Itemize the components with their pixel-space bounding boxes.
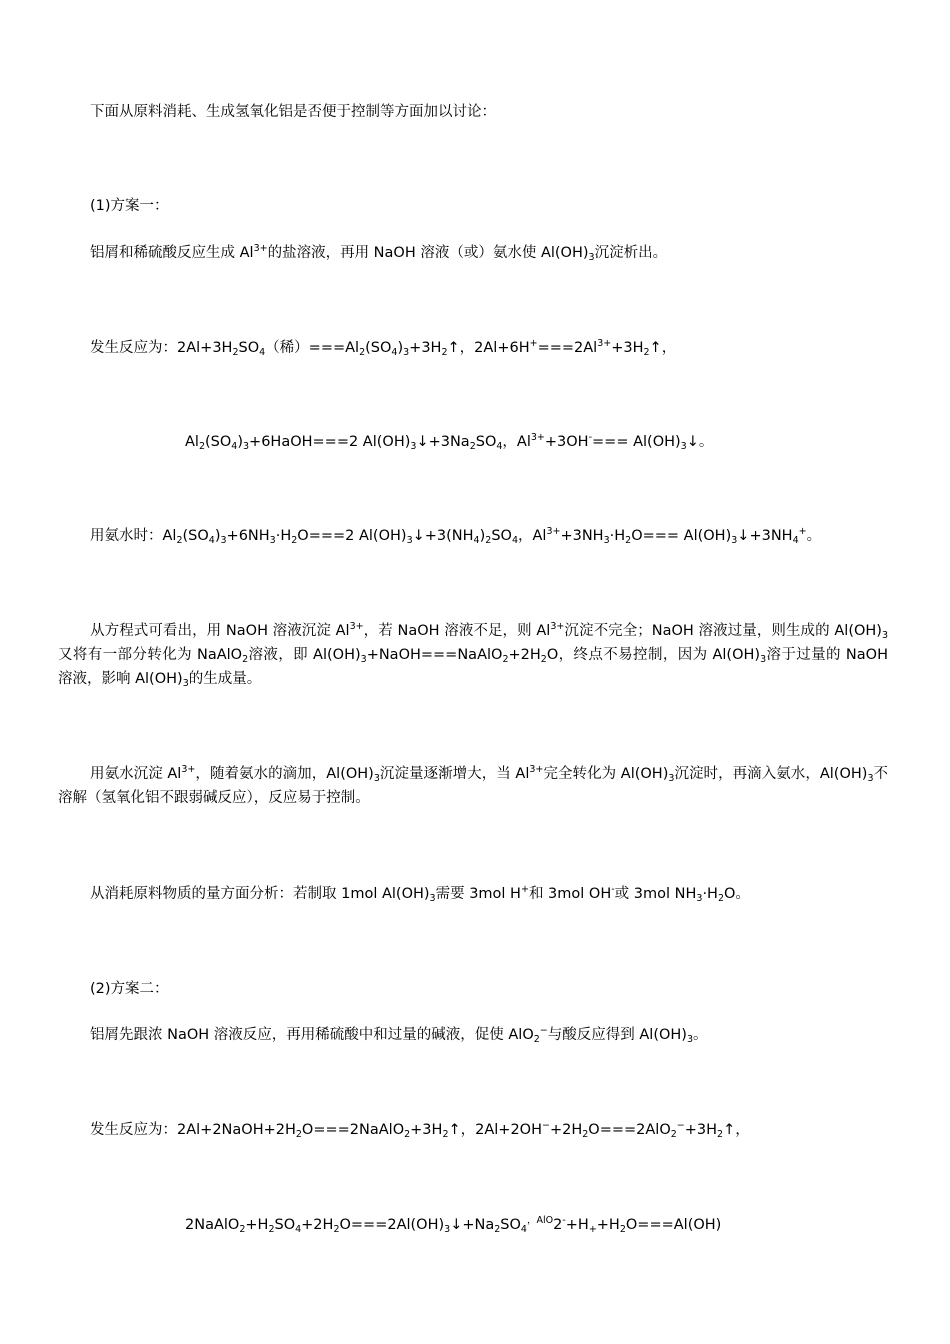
plan2-title: (2)方案二： — [90, 981, 169, 997]
plan2-reaction-b: $2NaAlO_2+H_2SO_4+2H_2O===2Al(OH)_3↓+Na_2SO_4^{,AlO}2^-+H_++H_2O===Al(OH)$ — [185, 1215, 722, 1235]
plan1-title: (1)方案一： — [90, 198, 169, 214]
plan1-reaction-b: $Al_2(SO_4)_3+6HaOH===2$ $Al(OH)_3↓+3Na_2SO_4$，$Al^{3+}+3OH^-===$ $Al(OH)_3↓$。 — [185, 432, 714, 452]
plan2-reaction-a: 发生反应为：$2Al+2NaOH+2H_2O===2NaAlO_2+3H_2↑$，$2Al+2OH^-+2H_2O===2AlO_2^-+3H_2↑$， — [90, 1120, 750, 1140]
plan1-ammonia-analysis: 用氨水沉淀 $Al^{3+}$，随着氨水的滴加，$Al(OH)_3$沉淀量逐渐增大，当 $Al^{3+}$完全转化为 $Al(OH)_3$沉淀时，再滴入氨水，$Al(OH)_3$不溶解（氢氧化铝不跟弱碱反应），反应易于控制。 — [58, 764, 889, 806]
plan1-reaction-a: 发生反应为：$2Al+3H_2SO_4$（稀）$===Al_2(SO_4)_3+3H_2↑$，$2Al+6H^+===2Al^{3+}+3H_2↑$， — [90, 338, 677, 358]
intro-line: 下面从原料消耗、生成氢氧化铝是否便于控制等方面加以讨论： — [90, 104, 496, 120]
plan1-naoh-analysis: 从方程式可看出，用 NaOH 溶液沉淀 $Al^{3+}$，若 NaOH 溶液不足，则 $Al^{3+}$沉淀不完全；NaOH 溶液过量，则生成的 $Al(OH)_3$又将有一部分转化为 NaAlO$_2$溶液，即 $Al(OH)_3+NaOH===NaAlO_2+2H_2O$，终点不易控制，因为 $Al(OH)_3$溶于过量的 NaOH 溶液，影响 $Al(OH)_3$的生成量。 — [58, 621, 888, 689]
plan1-description: 铝屑和稀硫酸反应生成 $Al^{3+}$的盐溶液，再用 NaOH 溶液（或）氨水使 $Al(OH)_3$沉淀析出。 — [90, 243, 668, 263]
plan1-ammonia-reaction: 用氨水时：$Al_2(SO_4)_3+6NH_3\cdot H_2O===2$ $Al(OH)_3↓+3(NH_4)_2SO_4$，$Al^{3+}+3NH_3\cdot H_2O===$ $Al(OH)_3↓+3NH_4^+$。 — [90, 526, 822, 546]
plan1-consumption-analysis: 从消耗原料物质的量方面分析：若制取 1mol $Al(OH)_3$需要 3mol H+和 3mol OH-或 3mol $NH_3\cdot H_2O$。 — [90, 884, 750, 904]
plan2-description: 铝屑先跟浓 NaOH 溶液反应，再用稀硫酸中和过量的碱液，促使 AlO$_2$−与酸反应得到 $Al(OH)_3$。 — [90, 1025, 708, 1045]
